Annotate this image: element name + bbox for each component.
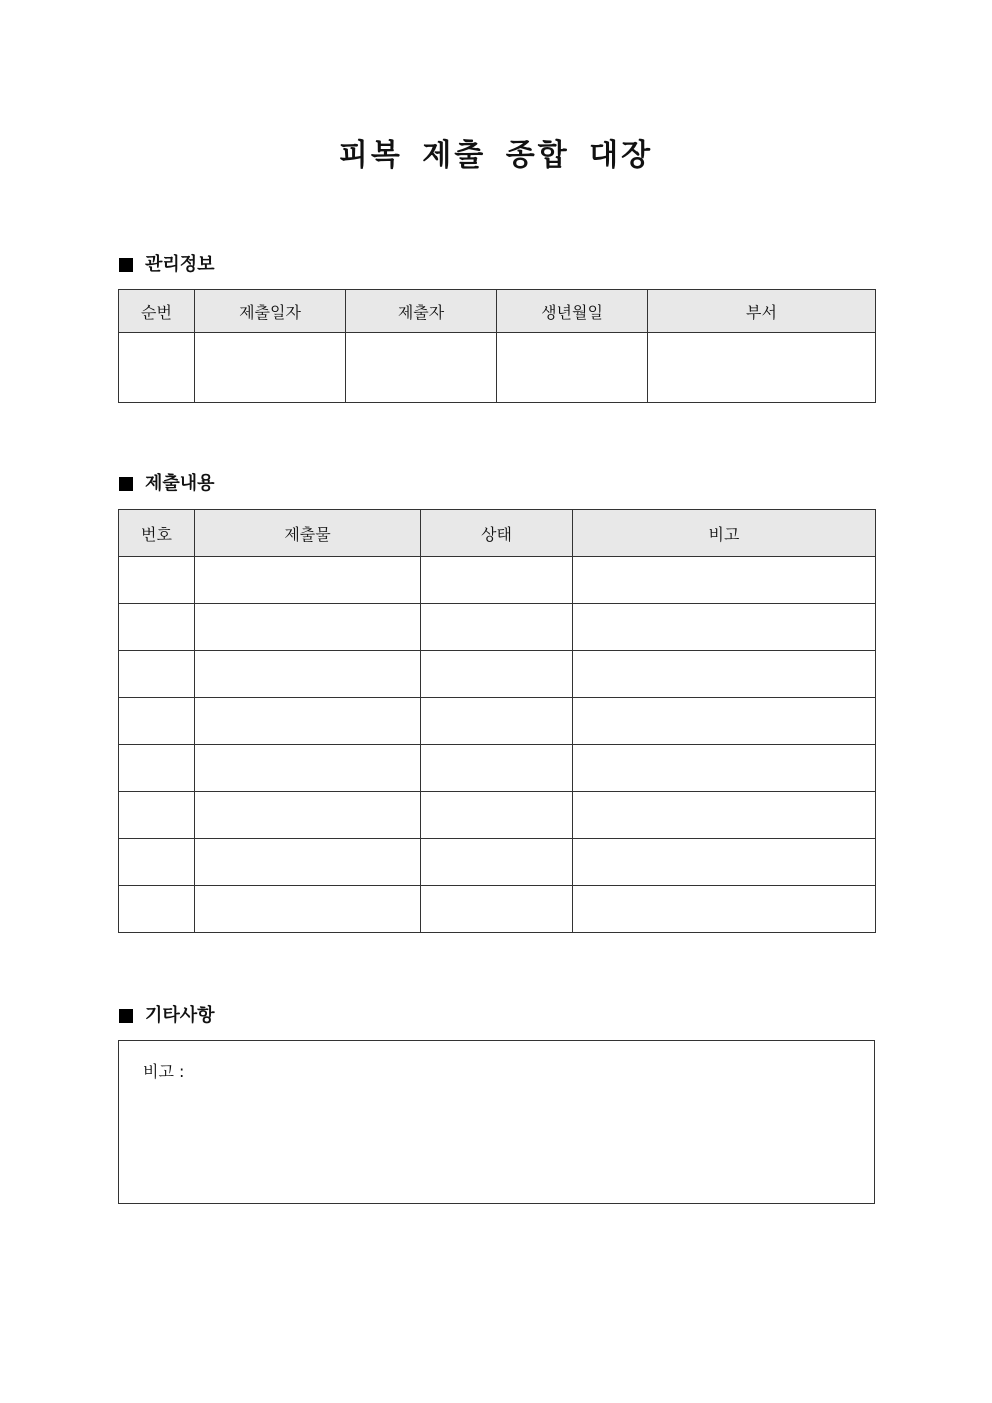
seq-cell[interactable] (119, 333, 195, 403)
square-bullet-icon (119, 477, 133, 491)
section-heading-label: 기타사항 (145, 1005, 215, 1026)
item-cell[interactable] (195, 792, 421, 839)
number-cell[interactable] (119, 839, 195, 886)
number-cell[interactable] (119, 886, 195, 933)
square-bullet-icon (119, 1009, 133, 1023)
section-heading-others (119, 1004, 215, 1028)
management-table (118, 289, 876, 403)
number-cell[interactable] (119, 745, 195, 792)
table-row (119, 651, 876, 698)
submitter-cell[interactable] (346, 333, 497, 403)
submit-date-cell[interactable] (195, 333, 346, 403)
table-row (119, 698, 876, 745)
table-row (119, 886, 876, 933)
status-cell[interactable] (421, 557, 573, 604)
table-row (119, 604, 876, 651)
status-cell[interactable] (421, 698, 573, 745)
number-cell[interactable] (119, 557, 195, 604)
section-heading-submission (119, 472, 215, 496)
table-row (119, 792, 876, 839)
status-cell[interactable] (421, 745, 573, 792)
remarks-cell[interactable] (573, 745, 876, 792)
column-header-submitter: 제출자 (346, 290, 497, 333)
notes-box[interactable] (118, 1040, 875, 1204)
status-cell[interactable] (421, 792, 573, 839)
section-heading-label: 관리정보 (145, 254, 215, 275)
status-cell[interactable] (421, 651, 573, 698)
remarks-cell[interactable] (573, 698, 876, 745)
item-cell[interactable] (195, 651, 421, 698)
table-header-row (119, 290, 876, 333)
remarks-cell[interactable] (573, 839, 876, 886)
table-row (119, 745, 876, 792)
column-header-remarks: 비고 (573, 510, 876, 557)
status-cell[interactable] (421, 839, 573, 886)
table-header-row (119, 510, 876, 557)
section-heading-management (119, 253, 215, 277)
table-row (119, 839, 876, 886)
table-row (119, 557, 876, 604)
notes-label (143, 1061, 184, 1083)
status-cell[interactable] (421, 604, 573, 651)
item-cell[interactable] (195, 745, 421, 792)
item-cell[interactable] (195, 886, 421, 933)
square-bullet-icon (119, 258, 133, 272)
item-cell[interactable] (195, 557, 421, 604)
remarks-cell[interactable] (573, 557, 876, 604)
page-title: 피복 제출 종합 대장 (338, 138, 654, 173)
department-cell[interactable] (648, 333, 876, 403)
remarks-cell[interactable] (573, 604, 876, 651)
notes-label-text: 비고 : (143, 1062, 185, 1081)
column-header-number: 번호 (119, 510, 195, 557)
remarks-cell[interactable] (573, 651, 876, 698)
number-cell[interactable] (119, 604, 195, 651)
number-cell[interactable] (119, 792, 195, 839)
column-header-department: 부서 (648, 290, 876, 333)
number-cell[interactable] (119, 651, 195, 698)
number-cell[interactable] (119, 698, 195, 745)
column-header-birthdate: 생년월일 (497, 290, 648, 333)
column-header-item: 제출물 (195, 510, 421, 557)
item-cell[interactable] (195, 698, 421, 745)
item-cell[interactable] (195, 839, 421, 886)
birthdate-cell[interactable] (497, 333, 648, 403)
remarks-cell[interactable] (573, 792, 876, 839)
column-header-seq: 순번 (119, 290, 195, 333)
column-header-submit-date: 제출일자 (195, 290, 346, 333)
item-cell[interactable] (195, 604, 421, 651)
section-heading-label: 제출내용 (145, 473, 215, 494)
status-cell[interactable] (421, 886, 573, 933)
column-header-status: 상태 (421, 510, 573, 557)
submission-table (118, 509, 876, 933)
remarks-cell[interactable] (573, 886, 876, 933)
table-row (119, 333, 876, 403)
